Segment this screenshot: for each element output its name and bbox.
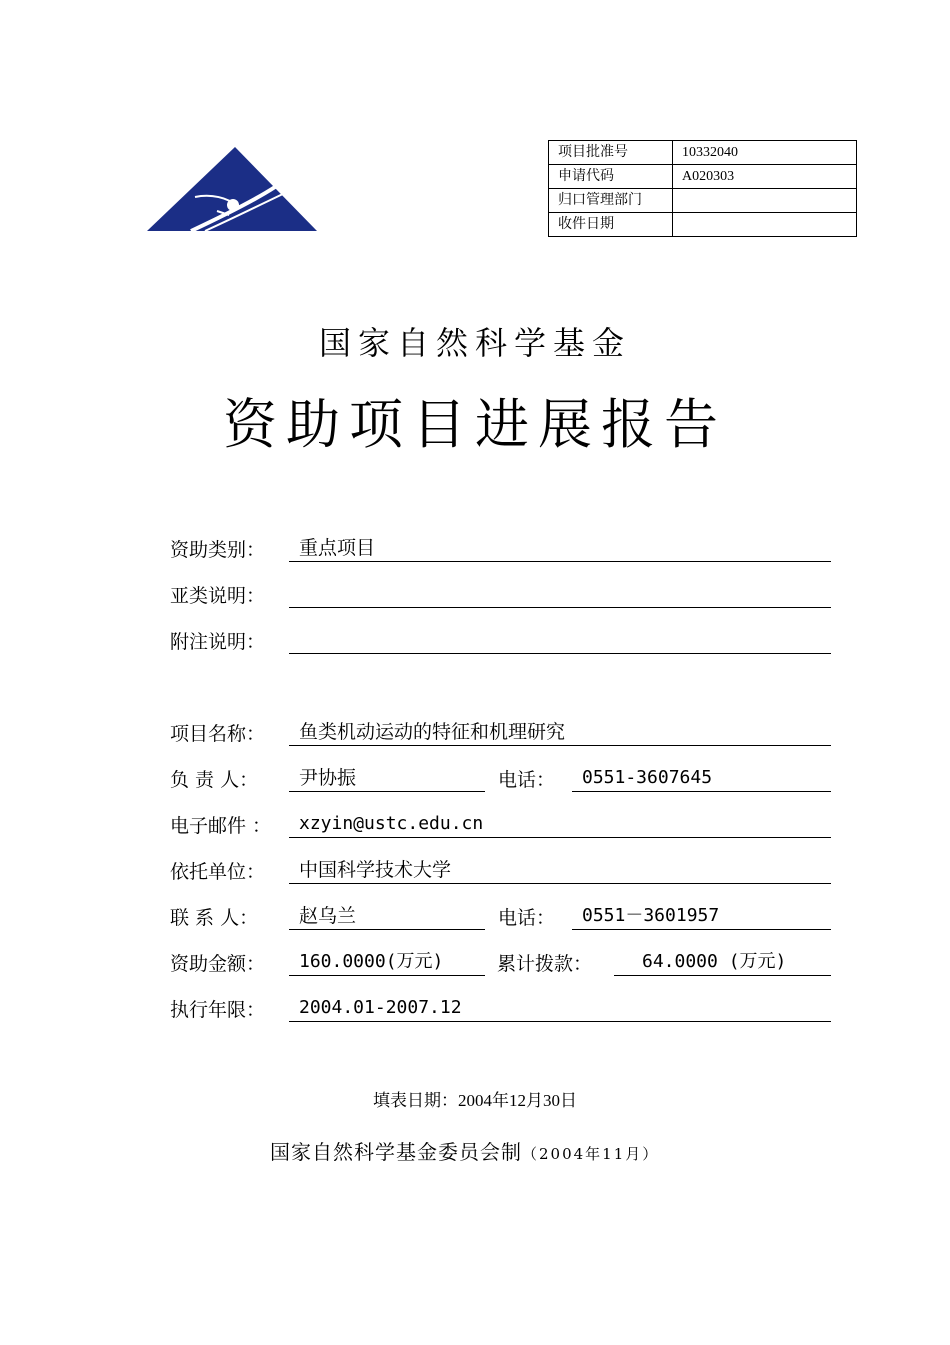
email-value: xzyin@ustc.edu.cn [289,810,831,838]
foundation-title: 国家自然科学基金 [318,324,631,362]
institution-label: 依托单位： [170,861,266,883]
table-row [549,213,857,237]
period-label: 执行年限： [170,999,266,1021]
footer-date: （2004年11月） [522,1145,660,1163]
subtype-value [289,580,831,608]
table-row [549,165,857,189]
project-name-value: 鱼类机动运动的特征和机理研究 [289,718,831,746]
table-row [549,189,857,213]
table-value: A020303 [673,165,857,189]
contact-value: 赵乌兰 [289,902,485,930]
contact-label: 联 系 人： [170,907,259,929]
amount-label: 资助金额： [170,953,266,975]
pi-phone-label: 电话： [498,769,556,791]
period-value: 2004.01-2007.12 [289,994,831,1022]
table-label: 申请代码 [549,165,673,189]
contact-phone-value: 0551－3601957 [572,902,831,930]
cumulative-label: 累计拨款： [497,953,593,975]
pi-phone-value: 0551-3607645 [572,764,831,792]
amount-value: 160.0000(万元) [289,948,485,976]
email-label: 电子邮件 ： [170,815,272,837]
project-name-label: 项目名称： [170,723,266,745]
note-value [289,626,831,654]
contact-phone-label: 电话： [498,907,556,929]
footer [270,1136,659,1165]
table-value [673,213,857,237]
subtype-label: 亚类说明： [170,585,266,607]
note-label: 附注说明： [170,631,266,653]
table-row [549,141,857,165]
report-title: 资助项目进展报告 [223,393,727,456]
fill-date: 填表日期：2004年12月30日 [373,1091,577,1110]
table-label: 项目批准号 [549,141,673,165]
nsfc-logo-icon [145,145,320,235]
table-value [673,189,857,213]
funding-type-value: 重点项目 [289,534,831,562]
cumulative-value: 64.0000 (万元) [614,948,831,976]
pi-label: 负 责 人： [170,769,259,791]
info-table [548,140,857,237]
pi-value: 尹协振 [289,764,485,792]
footer-issuer: 国家自然科学基金委员会制 [270,1140,522,1164]
table-label: 收件日期 [549,213,673,237]
funding-type-label: 资助类别： [170,539,266,561]
table-label: 归口管理部门 [549,189,673,213]
institution-value: 中国科学技术大学 [289,856,831,884]
table-value: 10332040 [673,141,857,165]
